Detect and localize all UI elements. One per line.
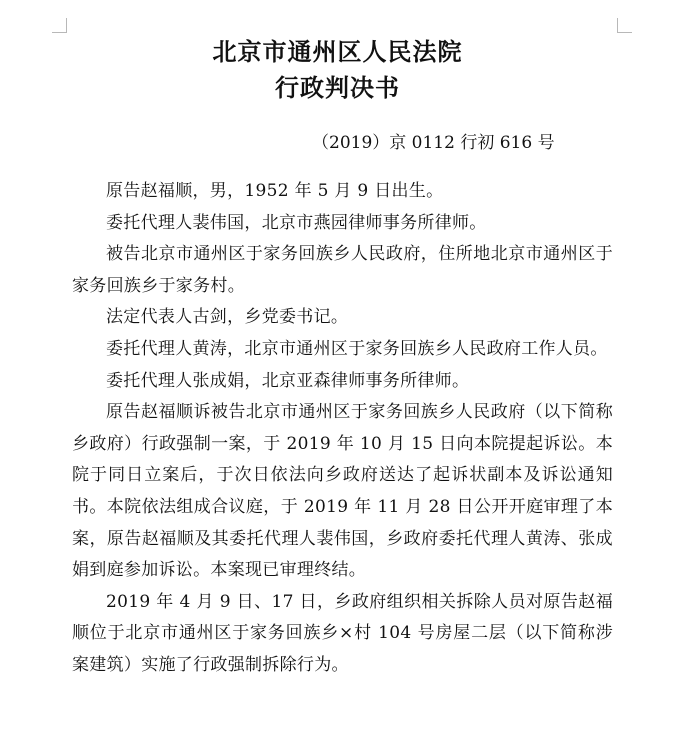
paragraph-defendant: 被告北京市通州区于家务回族乡人民政府，住所地北京市通州区于家务回族乡于家务村。 [72,244,613,296]
paragraph-defendant-agent-2: 委托代理人张成娟，北京亚森律师事务所律师。 [106,370,470,391]
document-body [72,176,613,682]
paragraph-plaintiff-agent: 委托代理人裴伟国，北京市燕园律师事务所律师。 [106,212,487,233]
paragraph-case-procedure: 原告赵福顺诉被告北京市通州区于家务回族乡人民政府（以下简称乡政府）行政强制一案，于 2019 年 10 月 15 日向本院提起诉讼。本院于同日立案后，于次日依法向乡政府送达了起诉状副本及诉讼通知书。本院依法组成合议庭，于 2019 年 11 月 28 日公开开庭审理了本案，原告赵福顺及其委托代理人裴伟国，乡政府委托代理人黄涛、张成娟到庭参加诉讼。本案现已审理终结。 [72,402,613,581]
paragraph-defendant-agent-1: 委托代理人黄涛，北京市通州区于家务回族乡人民政府工作人员。 [106,338,608,359]
court-name-heading: 北京市通州区人民法院 [212,38,463,66]
case-number: （2019）京 0112 行初 616 号 [312,133,555,153]
page-corner-mark-top-left [52,18,67,33]
page-corner-mark-top-right [617,18,632,33]
paragraph-facts: 2019 年 4 月 9 日、17 日，乡政府组织相关拆除人员对原告赵福顺位于北京市通州区于家务回族乡×村 104 号房屋二层（以下简称涉案建筑）实施了行政强制拆除行为。 [72,591,613,675]
paragraph-legal-representative: 法定代表人古剑，乡党委书记。 [106,307,349,328]
paragraph-plaintiff: 原告赵福顺，男，1952 年 5 月 9 日出生。 [106,181,444,201]
document-type-heading: 行政判决书 [275,74,400,102]
